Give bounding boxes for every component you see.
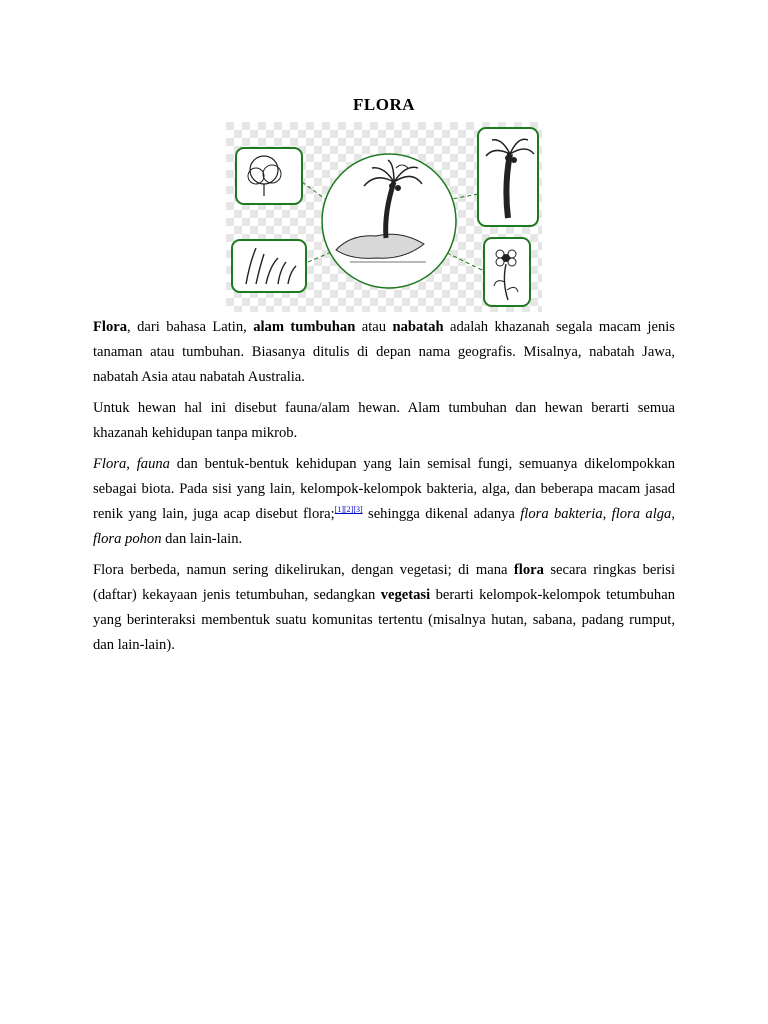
term-flora-bakteria: flora bakteria [520,506,603,522]
page-title: FLORA [353,95,415,114]
term-fauna: fauna [136,456,170,472]
text-span: , [671,506,676,522]
flower-icon [484,238,530,306]
term-flora-pohon: flora pohon [93,531,162,547]
term-flora-alga: flora alga [611,506,672,522]
text-span: dan bentuk-bentuk kehidupan yang lain semisal fungi, semuanya dikelompokkan sebagai biota. Pada sisi yang lain, kelompok-kelompok bakteria, alga, dan beberapa macam jasad renik yang lain, juga acap disebut flora; [93,456,676,522]
paragraph-3 [93,452,675,552]
term-flora: Flora [93,319,128,335]
text-span: Flora berbeda, namun sering dikelirukan, dengan vegetasi; di mana [93,562,514,578]
text-span: secara ringkas berisi (daftar) kekayaan jenis tetumbuhan, sedangkan [93,562,676,603]
citation-link-2[interactable]: [2] [344,505,354,515]
citation-link-1[interactable]: [1] [334,505,344,515]
term-flora-bold: flora [513,562,544,578]
text-span: , dari bahasa Latin, [127,319,254,335]
text-span: berarti kelompok-kelompok tetumbuhan yang berinteraksi membentuk suatu komunitas tertentu (misalnya hutan, sabana, padang rumput, dan lain-lain). [93,587,675,653]
text-span: , [126,456,137,472]
term-vegetasi: vegetasi [380,587,431,603]
paragraph-2 [93,396,675,446]
island-palm-icon [322,154,456,288]
article-body [93,315,675,664]
grass-icon [232,240,306,292]
text-span: , [602,506,612,522]
paragraph-4 [93,558,675,658]
term-nabatah: nabatah [392,319,444,335]
term-flora-italic: Flora [93,456,127,472]
text-span: sehingga dikenal adanya [362,506,521,522]
term-alam-tumbuhan: alam tumbuhan [253,319,356,335]
text-span: adalah khazanah segala macam jenis tanaman atau tumbuhan. Biasanya ditulis di depan nama geografis. Misalnya, nabatah Jawa, nabatah Asia atau nabatah Australia. [93,319,675,385]
bush-icon [236,148,302,204]
citation-link-3[interactable]: [3] [353,505,363,515]
text-span: atau [355,319,393,335]
text-span: dan lain-lain. [161,531,243,547]
palm-tree-icon [478,128,538,226]
flora-illustration [226,122,542,312]
text-span: Untuk hewan hal ini disebut fauna/alam hewan. Alam tumbuhan dan hewan berarti semua khazanah kehidupan tanpa mikrob. [93,400,675,441]
paragraph-1 [93,315,675,390]
